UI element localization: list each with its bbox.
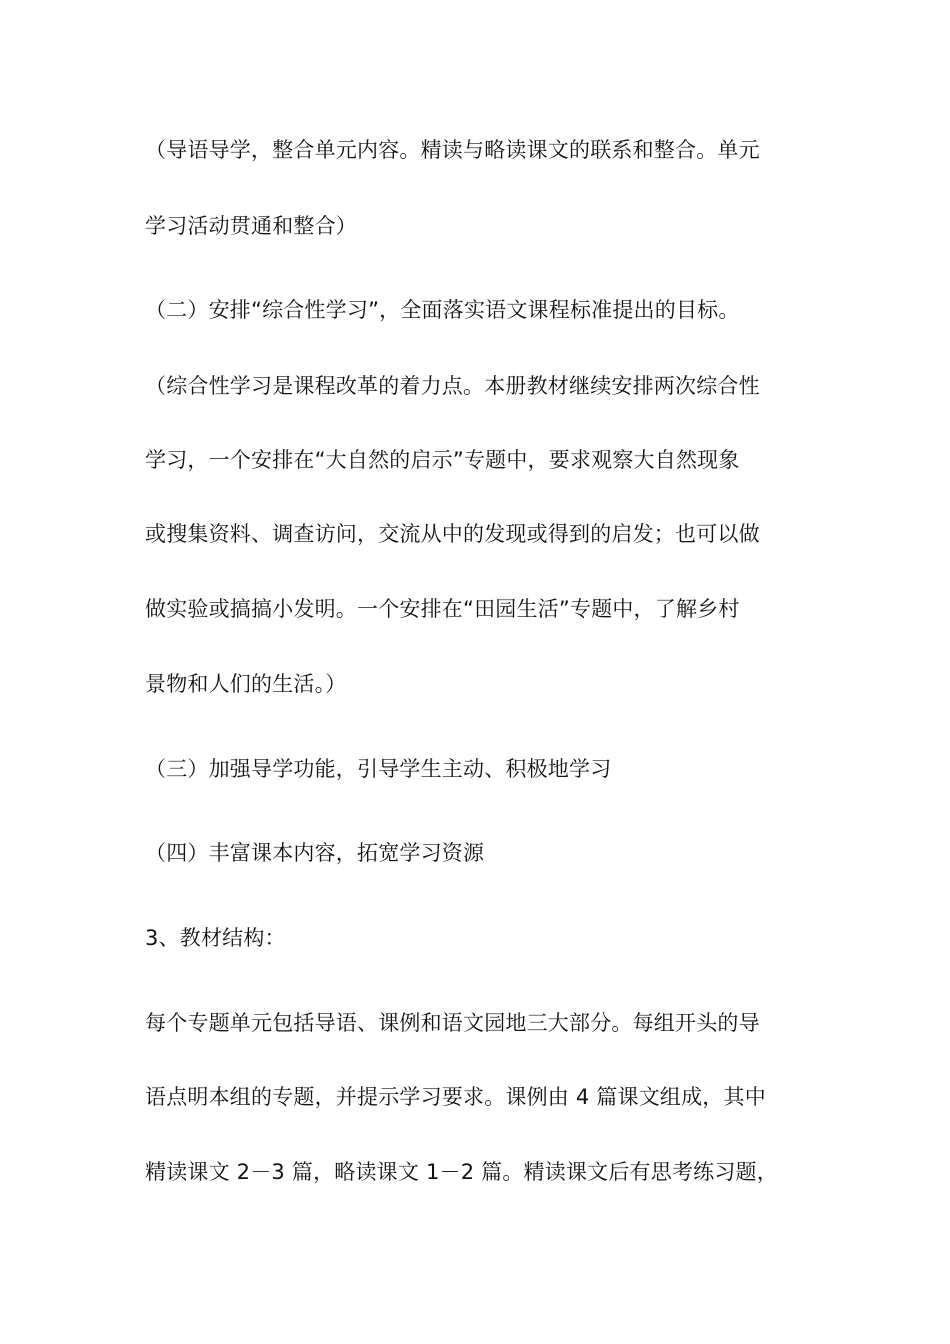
paragraph-line: 精读课文 2－3 篇，略读课文 1－2 篇。精读课文后有思考练习题， [145,1160,778,1184]
section-heading-structure: 3、教材结构： [145,926,286,950]
paragraph-line: 每个专题单元包括导语、课例和语文园地三大部分。每组开头的导 [145,1011,760,1035]
paragraph-line: 语点明本组的专题，并提示学习要求。课例由 4 篇课文组成，其中 [145,1085,766,1109]
section-heading-three: （三）加强导学功能，引导学生主动、积极地学习 [145,757,612,781]
paragraph-line: 或搜集资料、调查访问，交流从中的发现或得到的启发；也可以做 [145,522,760,546]
paragraph-line: 学习活动贯通和整合） [145,214,357,238]
section-heading-two: （二）安排“综合性学习”，全面落实语文课程标准提出的目标。 [145,298,740,322]
paragraph-line: 做实验或搞搞小发明。一个安排在“田园生活”专题中，了解乡村 [145,597,740,621]
paragraph-line: （综合性学习是课程改革的着力点。本册教材继续安排两次综合性 [145,374,760,398]
paragraph-line: （导语导学，整合单元内容。精读与略读课文的联系和整合。单元 [145,138,760,162]
section-heading-four: （四）丰富课本内容，拓宽学习资源 [145,841,485,865]
paragraph-line: 学习，一个安排在“大自然的启示”专题中，要求观察大自然现象 [145,448,740,472]
paragraph-line: 景物和人们的生活。） [145,672,347,696]
